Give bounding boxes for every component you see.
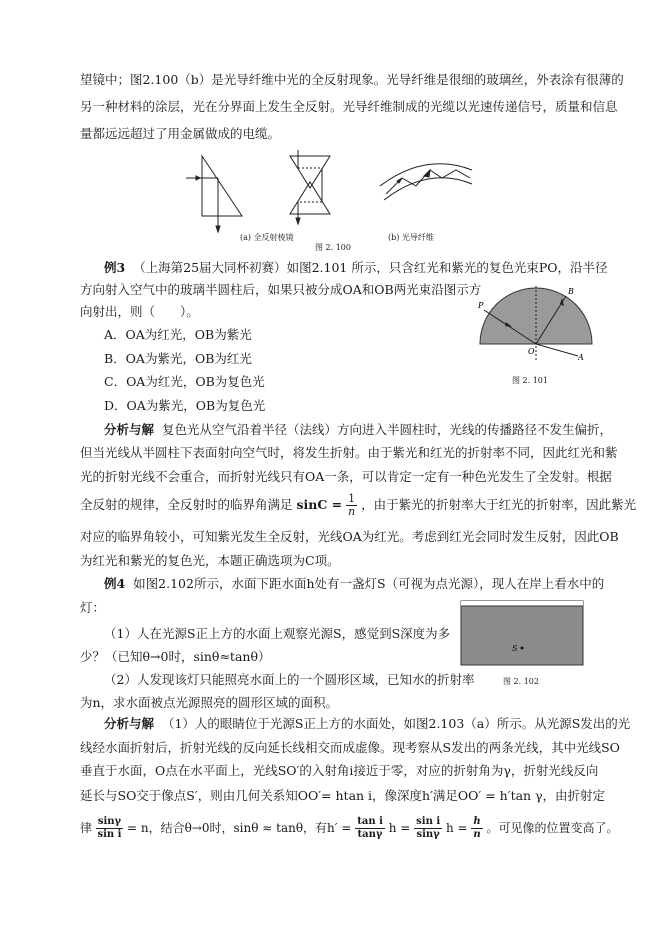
figure-2-100-caption-b: (b) 光导纤维	[388, 233, 434, 242]
option-c: C．OA为红光，OB为复色光	[104, 374, 265, 389]
total-reflection-prism-diagram	[186, 156, 242, 232]
fraction-tan-i-over-tan-gamma: $\frac{\text{tan i}}{\tan\gamma}$	[357, 816, 383, 840]
figure-2-101	[474, 280, 596, 362]
fraction-sin-i-over-sin-gamma: $\frac{\text{sin i}}{\sin\gamma}$	[416, 816, 441, 840]
label-a: A	[578, 353, 584, 362]
question-2-line-2: 为n，求水面被点光源照亮的圆形区域的面积。	[80, 695, 339, 710]
analysis-3-line-4: 全反射的规律，全反射时的临界角满足 sinC = $\frac{1}{n}$ ，由于紫光的折射率大于红光的折射率，因此紫光	[80, 492, 637, 518]
example-3-line-1: 例3 （上海第25届大同杯初赛）如图2.101 所示，只含红光和紫光的复色光束PO，沿半径	[104, 260, 608, 275]
intro-line-2: 另一种材料的涂层，光在分界面上发生全反射。光导纤维制成的光缆以光速传递信号，质量和信息	[80, 99, 618, 114]
fraction-1-over-n: $\frac{1}{n}$	[348, 492, 356, 518]
analysis-4-label: 分析与解	[104, 716, 155, 731]
intro-line-1: 望镜中；图2.100（b）是光导纤维中光的全反射现象。光导纤维是很细的玻璃丝，外表涂有很薄的	[80, 72, 624, 87]
option-a: A．OA为红光，OB为紫光	[104, 327, 252, 342]
option-b: B．OA为紫光，OB为红光	[104, 351, 252, 366]
question-2-line-1: （2）人发现该灯只能照亮水面上的一个圆形区域，已知水的折射率	[104, 672, 475, 687]
analysis-3-line-2: 但当光线从半圆柱下表面射向空气时，将发生折射。由于紫光和红光的折射率不同，因此红光和紫	[80, 445, 618, 460]
intro-line-3: 量都远远超过了用金属做成的电缆。	[80, 126, 281, 141]
analysis-3-line-1: 分析与解 复色光从空气沿着半径（法线）方向进入半圆柱时，光线的传播路径不发生偏折，	[104, 422, 612, 437]
question-1-line-2: 少？（已知θ→0时，sinθ≈tanθ）	[80, 649, 271, 664]
figure-2-100-caption-a: (a) 全反射棱镜	[240, 233, 294, 242]
light-source-dot	[521, 647, 524, 650]
figure-2-100	[180, 148, 480, 240]
example-4-label: 例4	[104, 576, 126, 591]
example-4-line-1: 例4 如图2.102所示，水面下距水面h处有一盏灯S（可视为点光源），现人在岸上看水中的	[104, 576, 605, 591]
analysis-4-line-5: 律 $\frac{\sin\gamma}{\text{sin i}}$ = n，结合θ→0时，sinθ ≈ tanθ，有h′ = $\frac{\text{tan i}}{\tan\gamma}$ h = $\frac{\text{sin i}}{\sin\gamma}$ h = $\frac{h}{n}$ 。可见像的位置变高了。	[80, 816, 619, 840]
figure-2-100-title: 图 2. 100	[315, 243, 351, 252]
analysis-3-line-3: 光的折射光线不会重合，而折射光线只有OA一条，可以肯定一定有一种色光发生了全发射。根据	[80, 469, 612, 484]
fraction-sin-gamma-over-sin-i: $\frac{\sin\gamma}{\text{sin i}}$	[97, 816, 122, 840]
example-4-line-2: 灯：	[80, 600, 106, 615]
double-prism-diagram	[290, 150, 330, 224]
example-3-label: 例3	[104, 260, 126, 275]
analysis-4-line-1: 分析与解 （1）人的眼睛位于光源S正上方的水面处，如图2.103（a）所示。从光源S发出的光	[104, 716, 631, 731]
analysis-3-label: 分析与解	[104, 422, 155, 437]
optical-fiber-diagram	[380, 164, 472, 200]
figure-2-102-title: 图 2. 102	[503, 677, 539, 686]
water-tank	[461, 601, 583, 665]
example-3-line-2: 方向射入空气中的玻璃半圆柱后，如果只被分成OA和OB两光束沿图示方	[80, 282, 482, 297]
figure-2-101-title: 图 2. 101	[512, 376, 548, 385]
analysis-4-line-2: 线经水面折射后，折射光线的反向延长线相交而成虚像。现考察从S发出的两条光线，其中光线SO	[80, 740, 620, 755]
question-1-line-1: （1）人在光源S正上方的水面上观察光源S，感觉到S深度为多	[104, 626, 451, 641]
label-o: O	[528, 347, 535, 356]
analysis-3-line-6: 为红光和紫光的复色光，本题正确选项为C项。	[80, 553, 340, 568]
example-3-line-3: 向射出，则（ ）。	[80, 304, 199, 319]
label-b: B	[568, 287, 574, 296]
label-s: S	[512, 644, 518, 653]
option-d: D．OA为紫光，OB为复色光	[104, 398, 266, 413]
label-p: P	[478, 301, 484, 310]
analysis-3-line-5: 对应的临界角较小，可知紫光发生全反射，光线OA为红光。考虑到红光会同时发生反射，因此OB	[80, 529, 619, 544]
analysis-4-line-3: 垂直于水面，O点在水平面上，光线SO′的入射角i接近于零，对应的折射角为γ，折射光线反向	[80, 763, 599, 778]
figure-2-102	[460, 600, 584, 666]
fraction-h-over-n: $\frac{h}{n}$	[473, 816, 481, 840]
analysis-4-line-4: 延长与SO交于像点S′，则由几何关系知OO′= htan i，像深度h′满足OO′ = h′tan γ，由折射定	[80, 788, 606, 803]
